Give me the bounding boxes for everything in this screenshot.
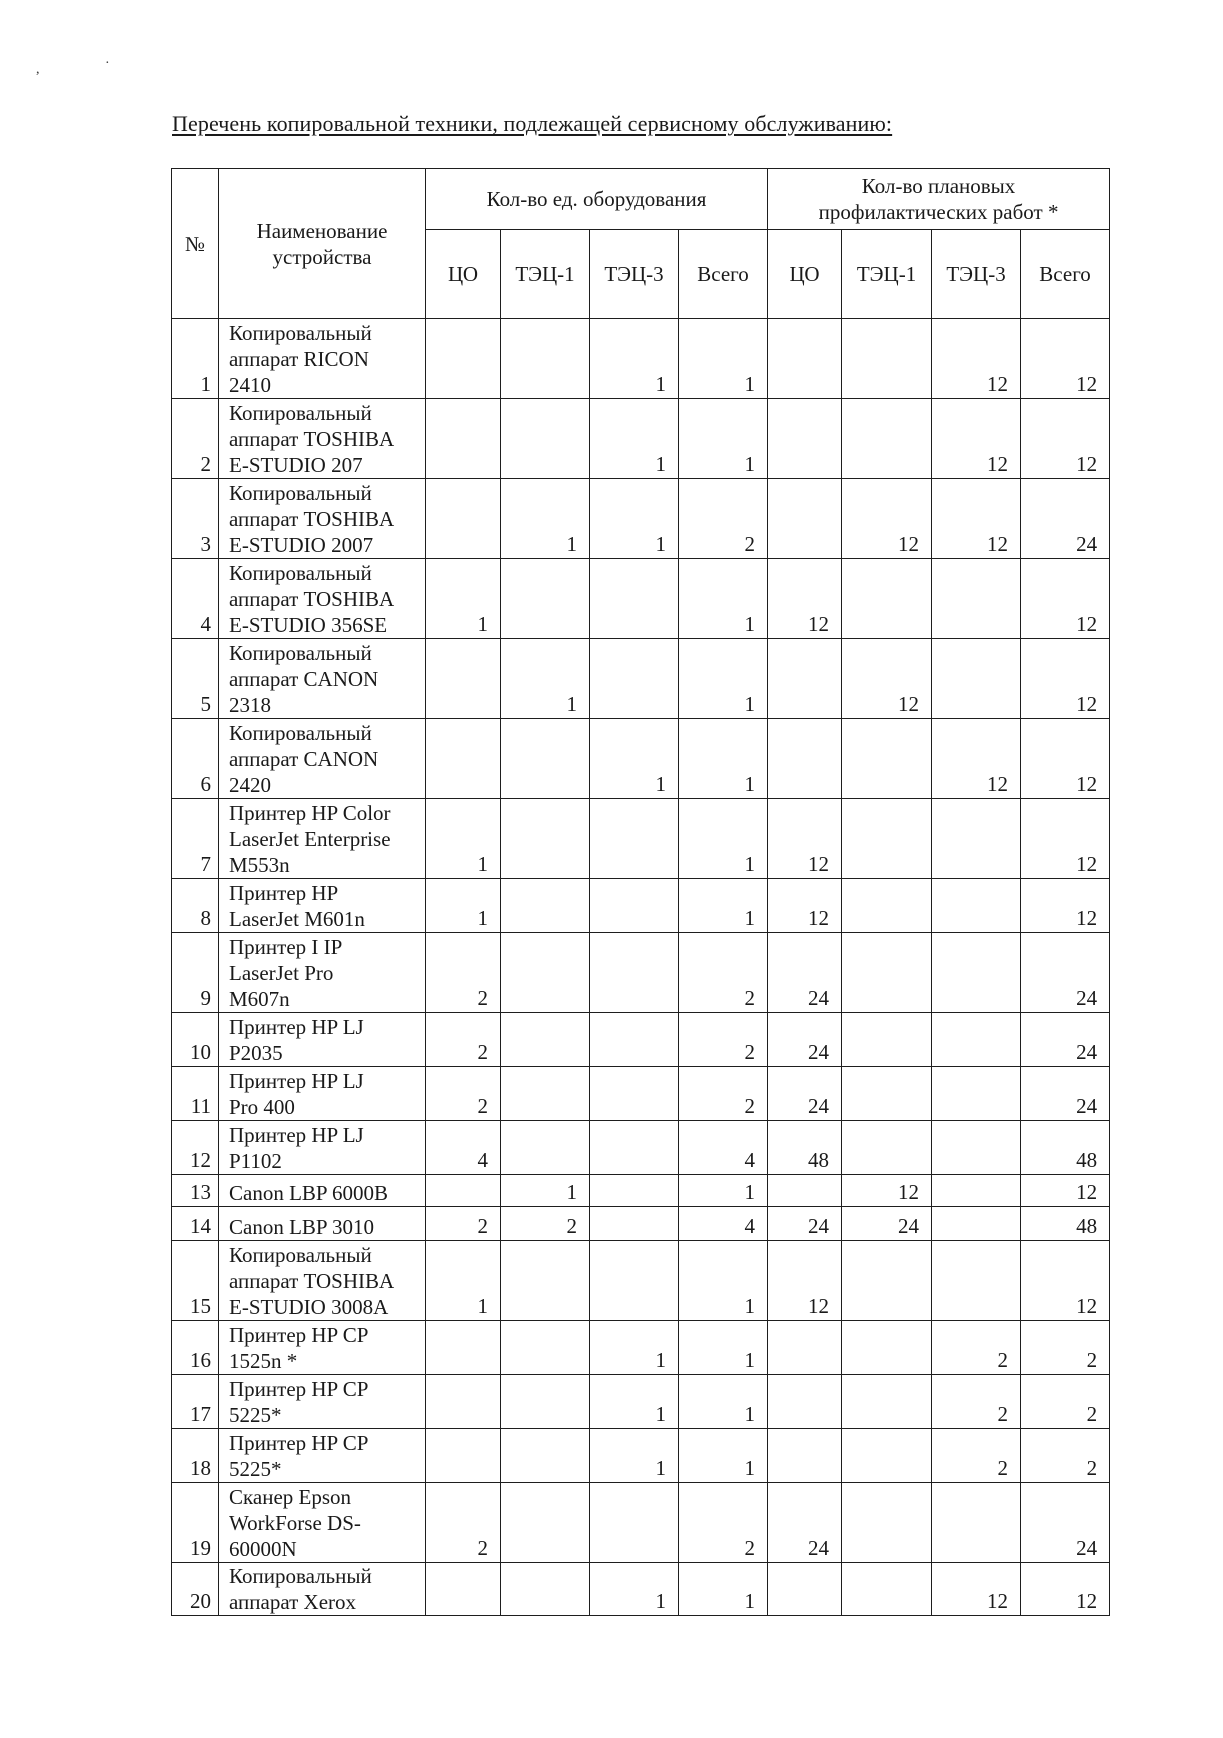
header-total-works: Всего [1021,230,1110,319]
cell-tec3-works: 12 [932,719,1021,799]
cell-total-works: 24 [1021,933,1110,1013]
cell-tec3-units [590,1241,679,1321]
cell-total-works: 12 [1021,719,1110,799]
table-row [172,639,1110,719]
row-number: 3 [172,479,219,559]
row-number: 13 [172,1175,219,1207]
cell-total-units: 1 [679,1375,768,1429]
cell-tec3-units [590,1067,679,1121]
cell-tec3-works [932,1483,1021,1563]
device-name: Копировальный аппарат TOSHIBA E-STUDIO 3008A [219,1241,426,1321]
cell-total-works: 24 [1021,479,1110,559]
cell-tec1-works [842,799,932,879]
cell-total-works: 12 [1021,799,1110,879]
cell-co-works [768,639,842,719]
cell-tec3-works [932,933,1021,1013]
cell-total-units: 1 [679,319,768,399]
equipment-table [171,168,1110,1616]
row-number: 4 [172,559,219,639]
cell-tec1-units [501,1241,590,1321]
cell-tec3-units [590,1207,679,1241]
cell-co-works [768,1175,842,1207]
cell-total-works: 48 [1021,1207,1110,1241]
cell-tec3-works [932,799,1021,879]
header-number: № [172,169,219,319]
cell-co-units: 2 [426,1013,501,1067]
cell-total-units: 1 [679,879,768,933]
device-name: Принтер HP LJ Pro 400 [219,1067,426,1121]
cell-co-works [768,319,842,399]
row-number: 12 [172,1121,219,1175]
cell-tec1-units: 2 [501,1207,590,1241]
cell-total-units: 4 [679,1121,768,1175]
cell-tec3-works [932,1207,1021,1241]
header-equipment-count: Кол-во ед. оборудования [426,169,768,230]
table-row [172,319,1110,399]
cell-tec3-works [932,1067,1021,1121]
cell-tec3-works: 12 [932,1563,1021,1616]
cell-tec1-units [501,1321,590,1375]
cell-tec1-works: 12 [842,1175,932,1207]
cell-tec1-units: 1 [501,1175,590,1207]
cell-tec3-units [590,1483,679,1563]
table-body [172,319,1110,1616]
cell-tec1-works [842,879,932,933]
cell-tec3-works [932,1121,1021,1175]
cell-co-units [426,319,501,399]
cell-total-works: 12 [1021,1241,1110,1321]
device-name: Принтер I IP LaserJet Pro M607n [219,933,426,1013]
cell-tec1-works [842,319,932,399]
table-row [172,1321,1110,1375]
device-name: Копировальный аппарат Xerox [219,1563,426,1616]
row-number: 10 [172,1013,219,1067]
device-name: Принтер HP CP 5225* [219,1375,426,1429]
device-name: Копировальный аппарат CANON 2420 [219,719,426,799]
cell-tec1-works [842,933,932,1013]
device-name: Принтер HP Color LaserJet Enterprise M553n [219,799,426,879]
row-number: 7 [172,799,219,879]
cell-tec1-works [842,719,932,799]
cell-tec3-units: 1 [590,1563,679,1616]
header-row-top [172,169,1110,230]
cell-tec3-units [590,879,679,933]
device-name: Копировальный аппарат TOSHIBA E-STUDIO 2007 [219,479,426,559]
cell-co-units [426,1375,501,1429]
device-name: Принтер HP CP 1525n * [219,1321,426,1375]
cell-tec3-works [932,1013,1021,1067]
cell-tec3-works [932,1175,1021,1207]
cell-total-works: 12 [1021,559,1110,639]
table-row [172,719,1110,799]
device-name: Принтер HP LaserJet M601n [219,879,426,933]
cell-tec1-works [842,1121,932,1175]
cell-total-units: 2 [679,1067,768,1121]
header-maintenance-count: Кол-во плановых профилактических работ * [768,169,1110,230]
cell-co-works: 12 [768,1241,842,1321]
cell-co-works: 12 [768,559,842,639]
table-row [172,1013,1110,1067]
table-row [172,479,1110,559]
table-row [172,1067,1110,1121]
row-number: 9 [172,933,219,1013]
cell-tec3-units [590,1013,679,1067]
cell-co-units [426,479,501,559]
device-name: Принтер HP LJ P2035 [219,1013,426,1067]
cell-total-works: 2 [1021,1429,1110,1483]
cell-co-works: 24 [768,1207,842,1241]
cell-tec3-units: 1 [590,1321,679,1375]
table-row [172,399,1110,479]
cell-total-works: 24 [1021,1483,1110,1563]
cell-total-units: 1 [679,719,768,799]
cell-co-works [768,1375,842,1429]
header-co-units: ЦО [426,230,501,319]
cell-tec3-works: 12 [932,399,1021,479]
cell-co-works [768,479,842,559]
cell-tec1-units [501,1429,590,1483]
cell-tec1-units [501,559,590,639]
cell-total-works: 2 [1021,1321,1110,1375]
cell-co-works [768,1321,842,1375]
table-row [172,799,1110,879]
cell-total-works: 48 [1021,1121,1110,1175]
row-number: 19 [172,1483,219,1563]
cell-co-units [426,1563,501,1616]
row-number: 1 [172,319,219,399]
cell-tec3-units [590,559,679,639]
cell-total-units: 1 [679,799,768,879]
cell-tec1-works [842,1429,932,1483]
cell-co-works: 24 [768,1067,842,1121]
device-name: Копировальный аппарат CANON 2318 [219,639,426,719]
cell-co-units: 2 [426,1207,501,1241]
cell-tec3-units: 1 [590,399,679,479]
cell-co-works [768,399,842,479]
cell-co-units: 1 [426,1241,501,1321]
cell-tec3-works: 2 [932,1429,1021,1483]
cell-total-units: 2 [679,933,768,1013]
cell-tec3-units: 1 [590,719,679,799]
cell-tec1-works [842,399,932,479]
cell-tec3-units: 1 [590,1375,679,1429]
table-row [172,1429,1110,1483]
row-number: 20 [172,1563,219,1616]
cell-tec3-units [590,933,679,1013]
cell-total-units: 1 [679,639,768,719]
cell-total-works: 24 [1021,1067,1110,1121]
table-row [172,1563,1110,1616]
cell-co-works [768,1563,842,1616]
cell-co-works: 24 [768,1013,842,1067]
cell-total-units: 2 [679,1013,768,1067]
cell-tec1-units [501,399,590,479]
table-header [172,169,1110,319]
row-number: 16 [172,1321,219,1375]
row-number: 18 [172,1429,219,1483]
table-row [172,1121,1110,1175]
device-name: Копировальный аппарат TOSHIBA E-STUDIO 207 [219,399,426,479]
cell-co-works: 24 [768,1483,842,1563]
cell-total-units: 2 [679,479,768,559]
cell-tec1-units [501,719,590,799]
cell-tec1-works [842,1241,932,1321]
cell-tec1-works [842,559,932,639]
cell-total-works: 12 [1021,1563,1110,1616]
cell-co-works: 24 [768,933,842,1013]
cell-total-units: 1 [679,1175,768,1207]
cell-tec3-works: 2 [932,1375,1021,1429]
cell-tec1-works [842,1067,932,1121]
row-number: 15 [172,1241,219,1321]
cell-tec3-works [932,639,1021,719]
cell-total-units: 1 [679,1321,768,1375]
device-name: Принтер HP LJ P1102 [219,1121,426,1175]
cell-tec1-units: 1 [501,479,590,559]
cell-tec1-works: 24 [842,1207,932,1241]
row-number: 6 [172,719,219,799]
cell-tec3-works [932,559,1021,639]
cell-co-units [426,1321,501,1375]
cell-total-works: 12 [1021,879,1110,933]
cell-co-units: 2 [426,1067,501,1121]
cell-tec3-units [590,1121,679,1175]
cell-tec3-works: 12 [932,319,1021,399]
cell-total-works: 12 [1021,1175,1110,1207]
cell-tec1-units [501,1067,590,1121]
table-row [172,1175,1110,1207]
cell-tec1-units [501,319,590,399]
row-number: 5 [172,639,219,719]
cell-co-works [768,719,842,799]
device-name: Копировальный аппарат TOSHIBA E-STUDIO 356SE [219,559,426,639]
cell-tec1-works [842,1013,932,1067]
header-device-name: Наименование устройства [219,169,426,319]
device-name: Принтер HP CP 5225* [219,1429,426,1483]
cell-co-units: 1 [426,799,501,879]
cell-co-works: 48 [768,1121,842,1175]
cell-tec3-units: 1 [590,1429,679,1483]
scan-mark: · [105,56,110,71]
cell-tec1-units: 1 [501,639,590,719]
cell-tec3-works [932,879,1021,933]
cell-co-units [426,399,501,479]
cell-tec1-works [842,1483,932,1563]
cell-co-units [426,1429,501,1483]
cell-tec1-units [501,933,590,1013]
header-tec1-works: ТЭЦ-1 [842,230,932,319]
document-title: Перечень копировальной техники, подлежащей сервисному обслуживанию: [172,111,893,136]
table-row [172,559,1110,639]
cell-tec3-units [590,1175,679,1207]
cell-total-works: 2 [1021,1375,1110,1429]
cell-tec1-units [501,1121,590,1175]
cell-co-units: 1 [426,559,501,639]
table-row [172,1207,1110,1241]
cell-tec1-works: 12 [842,639,932,719]
cell-tec1-units [501,1013,590,1067]
cell-total-works: 12 [1021,639,1110,719]
cell-tec3-units: 1 [590,479,679,559]
cell-co-units [426,719,501,799]
cell-tec1-units [501,879,590,933]
device-name: Копировальный аппарат RICON 2410 [219,319,426,399]
cell-total-works: 24 [1021,1013,1110,1067]
cell-tec3-works: 2 [932,1321,1021,1375]
table-row [172,1375,1110,1429]
header-tec3-works: ТЭЦ-3 [932,230,1021,319]
header-total-units: Всего [679,230,768,319]
cell-tec1-works: 12 [842,479,932,559]
table-row [172,879,1110,933]
row-number: 11 [172,1067,219,1121]
cell-co-works [768,1429,842,1483]
cell-co-works: 12 [768,879,842,933]
row-number: 8 [172,879,219,933]
cell-total-works: 12 [1021,399,1110,479]
cell-tec1-units [501,1375,590,1429]
cell-co-units: 2 [426,933,501,1013]
cell-tec1-works [842,1563,932,1616]
cell-tec3-works [932,1241,1021,1321]
cell-tec1-units [501,1563,590,1616]
cell-total-works: 12 [1021,319,1110,399]
cell-total-units: 1 [679,399,768,479]
cell-total-units: 2 [679,1483,768,1563]
cell-tec1-works [842,1375,932,1429]
cell-total-units: 1 [679,1429,768,1483]
cell-co-units: 2 [426,1483,501,1563]
scan-mark: , [36,62,40,77]
header-tec3-units: ТЭЦ-3 [590,230,679,319]
cell-tec1-works [842,1321,932,1375]
header-co-works: ЦО [768,230,842,319]
row-number: 17 [172,1375,219,1429]
table-row [172,1241,1110,1321]
row-number: 2 [172,399,219,479]
cell-co-units [426,639,501,719]
cell-co-units [426,1175,501,1207]
table-row [172,1483,1110,1563]
cell-total-units: 1 [679,559,768,639]
cell-co-units: 1 [426,879,501,933]
cell-total-units: 1 [679,1563,768,1616]
cell-tec3-units [590,639,679,719]
table-row [172,933,1110,1013]
cell-tec3-units: 1 [590,319,679,399]
cell-tec1-units [501,799,590,879]
cell-tec3-works: 12 [932,479,1021,559]
cell-total-units: 1 [679,1241,768,1321]
device-name: Сканер Epson WorkForse DS- 60000N [219,1483,426,1563]
row-number: 14 [172,1207,219,1241]
cell-tec1-units [501,1483,590,1563]
header-tec1-units: ТЭЦ-1 [501,230,590,319]
cell-co-works: 12 [768,799,842,879]
cell-co-units: 4 [426,1121,501,1175]
device-name: Canon LBP 3010 [219,1207,426,1241]
cell-tec3-units [590,799,679,879]
device-name: Canon LBP 6000B [219,1175,426,1207]
cell-total-units: 4 [679,1207,768,1241]
